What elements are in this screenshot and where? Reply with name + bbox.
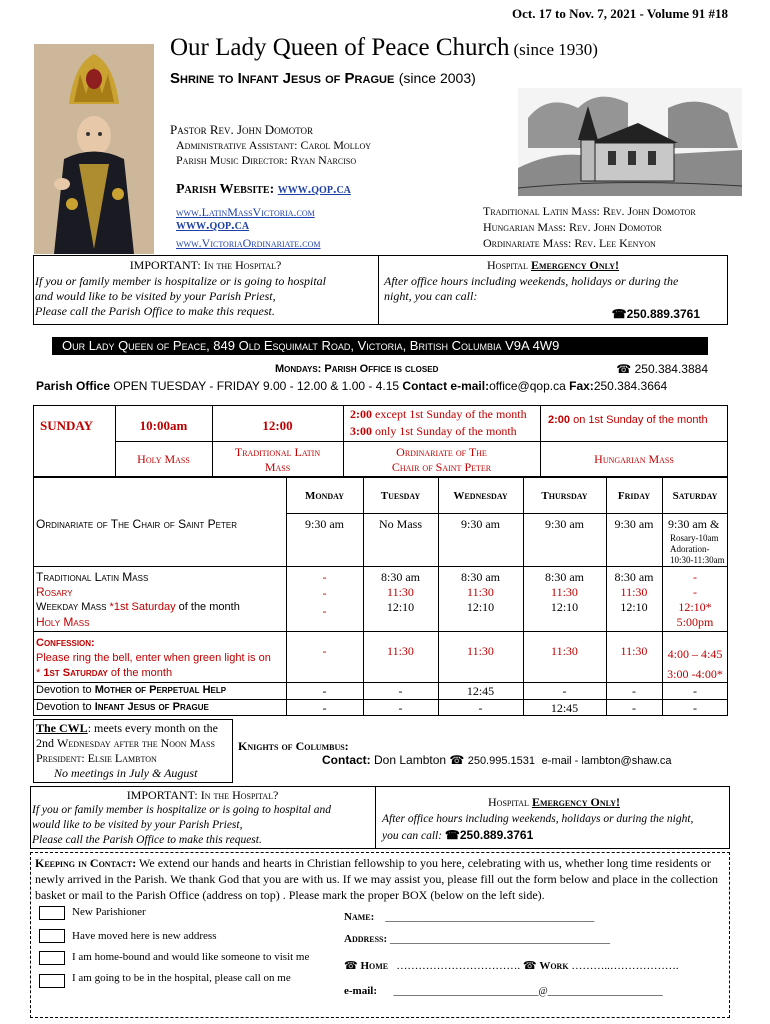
music-director: Parish Music Director: Ryan Narciso — [176, 153, 357, 167]
address-bar: Our Lady Queen of Peace, 849 Old Esquimalt Road, Victoria, British Columbia V9A 4W9 — [52, 337, 708, 355]
pastor: Pastor Rev. John Domotor — [170, 122, 314, 137]
latin-saturday: - - 12:10* 5:00pm — [676, 570, 714, 629]
sunday-time-4: 2:00 on 1st Sunday of the month — [548, 414, 708, 426]
perpetual-monday: - — [322, 684, 327, 698]
weekday-thursday: Thursday — [541, 490, 588, 502]
perpetual-wednesday: 12:45 — [466, 684, 495, 698]
sunday-time-2: 12:00 — [262, 418, 293, 433]
date-volume: Oct. 17 to Nov. 7, 2021 - Volume 91 #18 — [512, 6, 728, 21]
home-phone-field[interactable]: ……………………………. — [396, 960, 521, 972]
weekday-monday: Monday — [305, 490, 344, 502]
row-latin-label: Traditional Latin Mass Rosary Weekday Mass *1st Saturday of the month Holy Mass — [36, 570, 240, 629]
ordinariate-tuesday: No Mass — [378, 517, 422, 531]
qop-website-link[interactable]: www.qop.ca — [176, 218, 250, 233]
parish-website — [176, 182, 351, 198]
church-title — [170, 34, 598, 62]
new-parishioner-checkbox[interactable] — [39, 906, 65, 920]
moved-checkbox[interactable] — [39, 929, 65, 943]
email-field[interactable]: e-mail: _____________________________@_______________________ — [344, 985, 663, 997]
row-infant-jesus-label: Devotion to Infant Jesus of Prague — [36, 701, 209, 713]
ordinariate-friday: 9:30 am — [614, 517, 654, 531]
knights-of-columbus-title: Knights of Columbus: — [238, 739, 349, 753]
office-phone: ☎ 250.384.3884 — [616, 362, 708, 376]
infant-monday: - — [322, 701, 327, 715]
perpetual-thursday: - — [562, 684, 567, 698]
infant-friday: - — [632, 701, 636, 715]
work-phone-field[interactable]: ………..………………. — [571, 960, 679, 972]
weekday-tuesday: Tuesday — [380, 490, 421, 502]
sunday-time-3b: 3:00 only 1st Sunday of the month — [350, 424, 517, 438]
shrine-line — [170, 70, 476, 88]
phone-icon: ☎ — [444, 828, 460, 842]
row-perpetual-help-label: Devotion to Mother of Perpetual Help — [36, 684, 227, 696]
perpetual-saturday: - — [693, 684, 697, 698]
sunday-mass-2: Traditional Latin Mass — [234, 445, 321, 474]
latin-monday-3: - — [322, 604, 327, 618]
keeping-in-contact-text: Keeping in Contact: We extend our hands and hearts in Christian fellowship to you here, celebrating with us, whether long time residents or newly arrived in the Parish. We thank God that you are with us. If we may assist you, please fill out the form below and place in the collection basket or mail to the Parish Office (address on top) . Please mark the proper BOX (below on the left side). — [35, 856, 718, 902]
latin-mass-website-link[interactable]: www.LatinMassVictoria.com — [176, 205, 315, 219]
name-field[interactable]: Name: ______________________________________ — [344, 911, 595, 923]
ordinariate-saturday-extra: Rosary-10am Adoration- 10:30-11:30am — [670, 533, 725, 565]
ordinariate-saturday: 9:30 am & — [668, 517, 720, 531]
perpetual-friday: - — [632, 684, 636, 698]
hospital-title-bottom: IMPORTANT: In the Hospital? — [126, 788, 279, 802]
sunday-mass-4: Hungarian Mass — [594, 452, 674, 466]
hospital-text-top: If you or family member is hospitalize or is going to hospital and would like to be visited by your Parish Priest, Please call the Parish Office to make this request. — [35, 274, 326, 318]
emergency-title-top: Hospital Emergency Only! — [487, 258, 619, 272]
confession-wednesday: 11:30 — [467, 644, 494, 658]
infant-jesus-statue-image — [34, 44, 154, 254]
sunday-mass-3: Ordinariate of The Chair of Saint Peter — [391, 445, 492, 474]
church-since: (since 1930) — [513, 40, 598, 59]
shrine-since: (since 2003) — [398, 70, 476, 86]
phone-icon: ☎ — [449, 753, 465, 767]
office-hours: Parish Office OPEN TUESDAY - FRIDAY 9.00 - 12.00 & 1.00 - 4.15 Contact e-mail:office@qop.ca Fax:250.384.3664 — [36, 379, 668, 393]
hungarian-mass-priest: Hungarian Mass: Rev. John Domotor — [483, 220, 662, 234]
knights-contact: Contact: Don Lambton ☎ 250.995.1531 e-mail - lambton@shaw.ca — [322, 753, 672, 767]
emergency-phone-top: ☎250.889.3761 — [611, 307, 700, 321]
office-closed: Mondays: Parish Office is closed — [275, 363, 439, 375]
confession-thursday: 11:30 — [551, 644, 578, 658]
church-drawing-image — [518, 88, 742, 196]
knights-email-link[interactable]: e-mail - lambton@shaw.ca — [541, 755, 672, 767]
moved-label: Have moved here is new address — [72, 930, 217, 942]
emergency-text-bottom: After office hours including weekends, holidays or during the night, you can call: ☎250.889.3761 — [382, 813, 694, 842]
church-name: Our Lady Queen of Peace Church — [170, 34, 510, 61]
shrine-name: Shrine to Infant Jesus of Prague — [170, 70, 395, 87]
ordinariate-monday: 9:30 am — [305, 517, 344, 531]
latin-wednesday: 8:30 am 11:30 12:10 — [461, 570, 500, 614]
weekday-wednesday: Wednesday — [453, 490, 508, 502]
hospital-checkbox[interactable] — [39, 974, 65, 988]
confession-saturday: 4:00 – 4:45 3:00 -4:00* — [667, 647, 723, 681]
latin-friday: 8:30 am 11:30 12:10 — [614, 570, 654, 614]
latin-monday-1: - — [322, 570, 327, 584]
hospital-title-top: IMPORTANT: In the Hospital? — [129, 258, 282, 272]
confession-monday: - — [322, 644, 327, 658]
emergency-text-top: After office hours including weekends, holidays or during the night, you can call: — [384, 274, 679, 303]
ordinariate-mass-priest: Ordinariate Mass: Rev. Lee Kenyon — [483, 236, 656, 250]
sunday-mass-1: Holy Mass — [137, 452, 190, 466]
ordinariate-wednesday: 9:30 am — [461, 517, 500, 531]
website-url-link[interactable]: www.qop.ca — [277, 182, 351, 197]
phone-icon: ☎ — [611, 307, 627, 321]
weekday-friday: Friday — [617, 490, 651, 502]
row-confession-label: Confession: Please ring the bell, enter when green light is on * 1st Saturday of the month — [36, 637, 271, 679]
website-label: Parish Website: — [176, 182, 275, 197]
office-email-link[interactable]: office@qop.ca — [489, 379, 566, 393]
home-bound-checkbox[interactable] — [39, 951, 65, 965]
phone-icon: ☎ — [522, 960, 537, 972]
row-ordinariate-label: Ordinariate of The Chair of Saint Peter — [36, 517, 237, 531]
infant-saturday: - — [693, 701, 697, 715]
confession-friday: 11:30 — [620, 644, 648, 658]
emergency-title-bottom: Hospital Emergency Only! — [488, 795, 620, 809]
sunday-time-3a: 2:00 except 1st Sunday of the month — [350, 407, 527, 421]
confession-tuesday: 11:30 — [387, 644, 414, 658]
sunday-time-1: 10:00am — [139, 418, 188, 433]
ordinariate-website-link[interactable]: www.VictoriaOrdinariate.com — [176, 236, 321, 250]
latin-monday-2: - — [322, 586, 327, 600]
admin-assistant: Administrative Assistant: Carol Molloy — [176, 138, 372, 152]
phone-fields[interactable]: ☎ Home ……………………………. ☎ Work ………..………………. — [344, 960, 679, 972]
new-parishioner-label: New Parishioner — [72, 906, 146, 918]
perpetual-tuesday: - — [398, 684, 403, 698]
infant-thursday: 12:45 — [550, 701, 579, 715]
sunday-label: SUNDAY — [40, 418, 93, 433]
cwl-info: The CWL: meets every month on the 2nd Wednesday after the Noon Mass President: Elsie Lambton No meetings in July & August — [36, 721, 218, 780]
infant-wednesday: - — [478, 701, 483, 715]
latin-tuesday: 8:30 am 11:30 12:10 — [381, 570, 420, 614]
address-field[interactable]: Address: ________________________________________ — [344, 933, 610, 945]
latin-mass-priest: Traditional Latin Mass: Rev. John Domotor — [483, 204, 696, 218]
emergency-phone-bottom: ☎250.889.3761 — [444, 828, 534, 842]
phone-icon: ☎ — [616, 362, 632, 376]
home-bound-label: I am home-bound and would like someone to visit me — [72, 951, 310, 963]
weekday-saturday: Saturday — [672, 490, 718, 502]
hospital-label: I am going to be in the hospital, please call on me — [72, 972, 291, 984]
infant-tuesday: - — [398, 701, 403, 715]
latin-thursday: 8:30 am 11:30 12:10 — [545, 570, 584, 614]
phone-icon: ☎ — [344, 960, 358, 972]
ordinariate-thursday: 9:30 am — [545, 517, 584, 531]
hospital-text-bottom: If you or family member is hospitalize or is going to hospital and would like to be visited by your Parish Priest, Please call the Parish Office to make this request. — [32, 804, 331, 846]
